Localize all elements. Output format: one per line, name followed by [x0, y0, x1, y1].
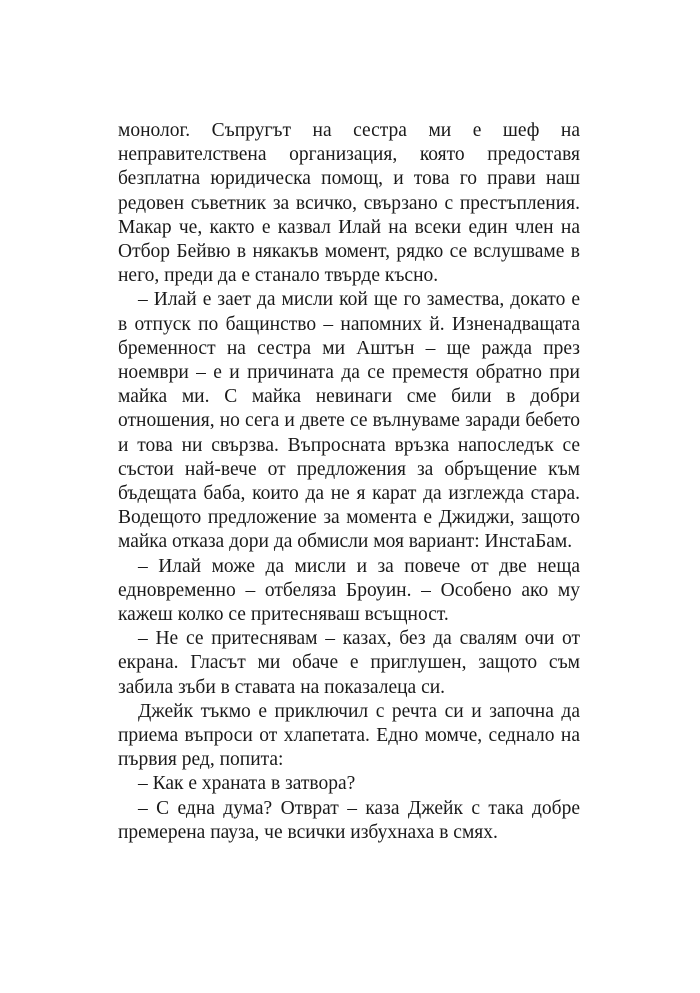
paragraph: – С една дума? Отврат – каза Джейк с така добре премерена пауза, че всички избухнаха в смях. [118, 797, 580, 843]
paragraph: – Не се притеснявам – казах, без да свалям очи от екрана. Гласът ми обаче е приглушен, защото съм забила зъби в ставата на показалеца си. [118, 628, 580, 698]
paragraph: Джейк тъкмо е приключил с речта си и започна да приема въпроси от хлапетата. Едно момче, седнало на първия ред, попита: [118, 700, 580, 771]
paragraph: – Илай е зает да мисли кой ще го замества, докато е в отпуск по бащинство – напомних й. Изненадващата бременност на сестра ми Аштън – ще ражда през ноември – е и причината да се преместя обратно при майка ми. С майка невинаги сме били в добри отношения, но сега и двете се вълнуваме заради бебето и това ни свързва. Въпросната връзка напоследък се състои най-вече от предложения за обръщение към бъдещата баба, които да не я карат да изглежда стара. Водещото предложение за момента е Джиджи, защото майка отказа дори да обмисли моя вариант: ИнстаБам. [118, 289, 580, 553]
paragraph: – Илай може да мисли и за повече от две неща едновременно – отбеляза Броуин. – Особено ако му кажеш колко се притесняваш всъщност. [118, 555, 580, 626]
paragraph: монолог. Съпругът на сестра ми е шеф на неправителствена организация, която предоставя безплатна юридическа помощ, и това го прави наш редовен съветник за всичко, свързано с престъпления. Макар че, както е казвал Илай на всеки един член на Отбор Бейвю в някакъв момент, рядко се вслушваме в него, преди да е станало твърде късно. [118, 120, 580, 287]
paragraph: – Как е храната в затвора? [138, 773, 356, 795]
page-body-text [118, 119, 580, 845]
